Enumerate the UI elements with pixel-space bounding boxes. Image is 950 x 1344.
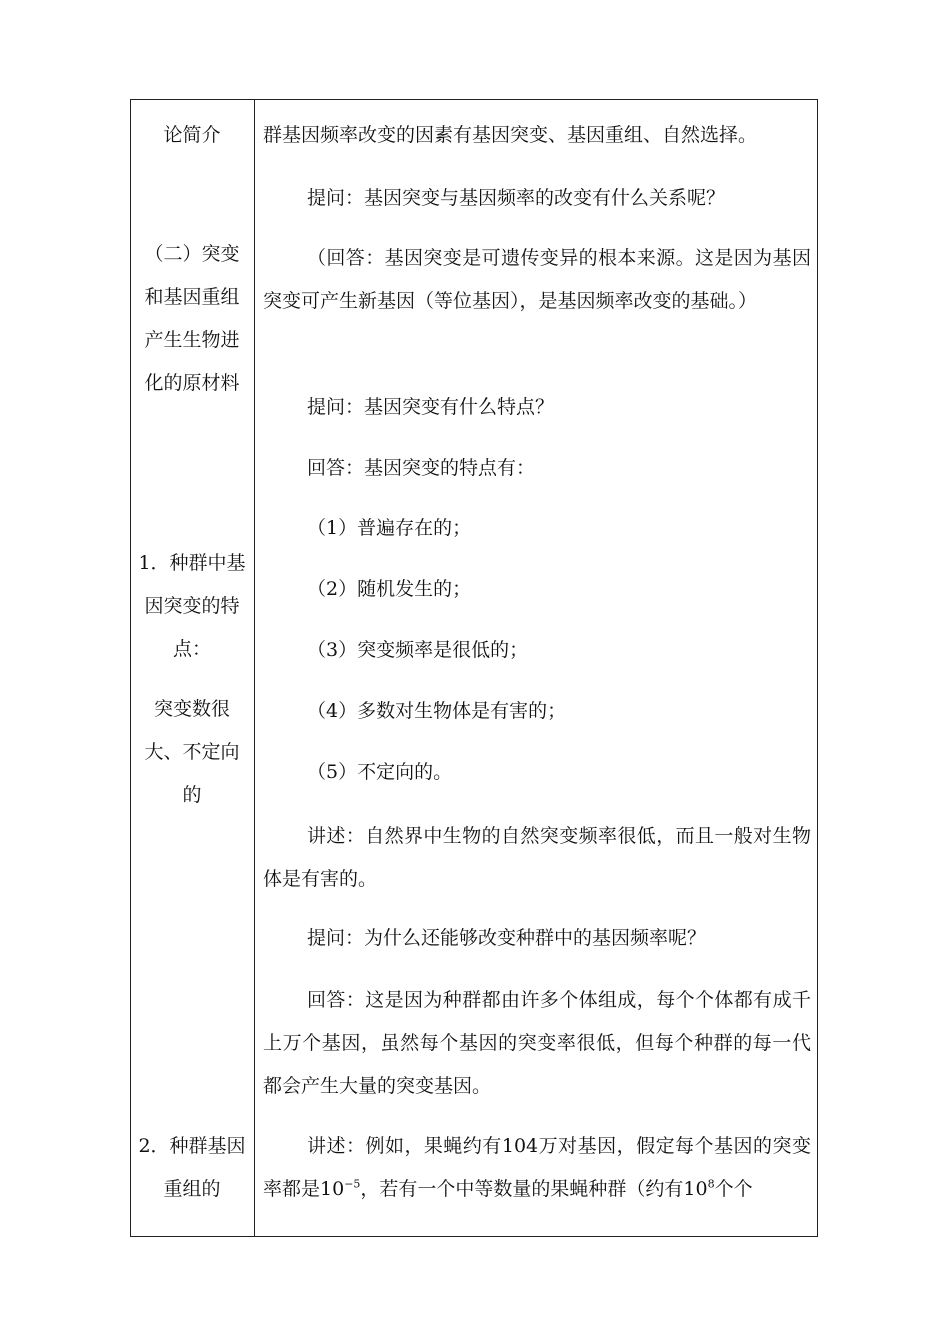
content-table [130,99,818,1237]
list-item-4: （4）多数对生物体是有害的； [307,700,567,722]
paragraph-14-part-b: ，若有一个中等数量的果蝇种群（约有10 [360,1178,708,1200]
left-section-heading: （二）突变和基因重组产生生物进化的原材料 [144,243,240,394]
exponent-1: −5 [344,1177,361,1191]
exponent-2: 8 [707,1177,715,1191]
paragraph-12: 提问：为什么还能够改变种群中的基因频率呢？ [307,927,707,949]
paragraph-2: 提问：基因突变与基因频率的改变有什么关系呢？ [307,187,726,209]
left-subheading-2: 2．种群基因重组的 [138,1135,246,1200]
list-item-2: （2）随机发生的； [307,578,472,600]
paragraph-3: （回答：基因突变是可遗传变异的根本来源。这是因为基因突变可产生新基因（等位基因），是基因频率改变的基础。） [263,247,811,312]
left-subheading-1: 1．种群中基因突变的特点： [138,552,246,660]
list-item-5: （5）不定向的。 [307,761,453,783]
left-text-1: 论简介 [163,124,221,146]
left-note-1: 突变数很大、不定向的 [144,698,240,806]
paragraph-11: 讲述：自然界中生物的自然突变频率很低，而且一般对生物体是有害的。 [263,825,811,890]
paragraph-14 [263,1125,811,1211]
paragraph-14-part-a: 讲述：例如，果蝇约有104万对基因，假定每个基因的突变率都是10 [263,1135,811,1200]
paragraph-13: 回答：这是因为种群都由许多个体组成，每个个体都有成千上万个基因，虽然每个基因的突变率很低，但每个种群的每一代都会产生大量的突变基因。 [263,989,811,1097]
paragraph-14-part-c: 个个 [714,1178,753,1200]
paragraph-1: 群基因频率改变的因素有基因突变、基因重组、自然选择。 [263,124,758,146]
column-divider [254,100,255,1236]
paragraph-5: 回答：基因突变的特点有： [307,457,536,479]
list-item-3: （3）突变频率是很低的； [307,639,529,661]
paragraph-4: 提问：基因突变有什么特点？ [307,396,555,418]
list-item-1: （1）普遍存在的； [307,517,472,539]
